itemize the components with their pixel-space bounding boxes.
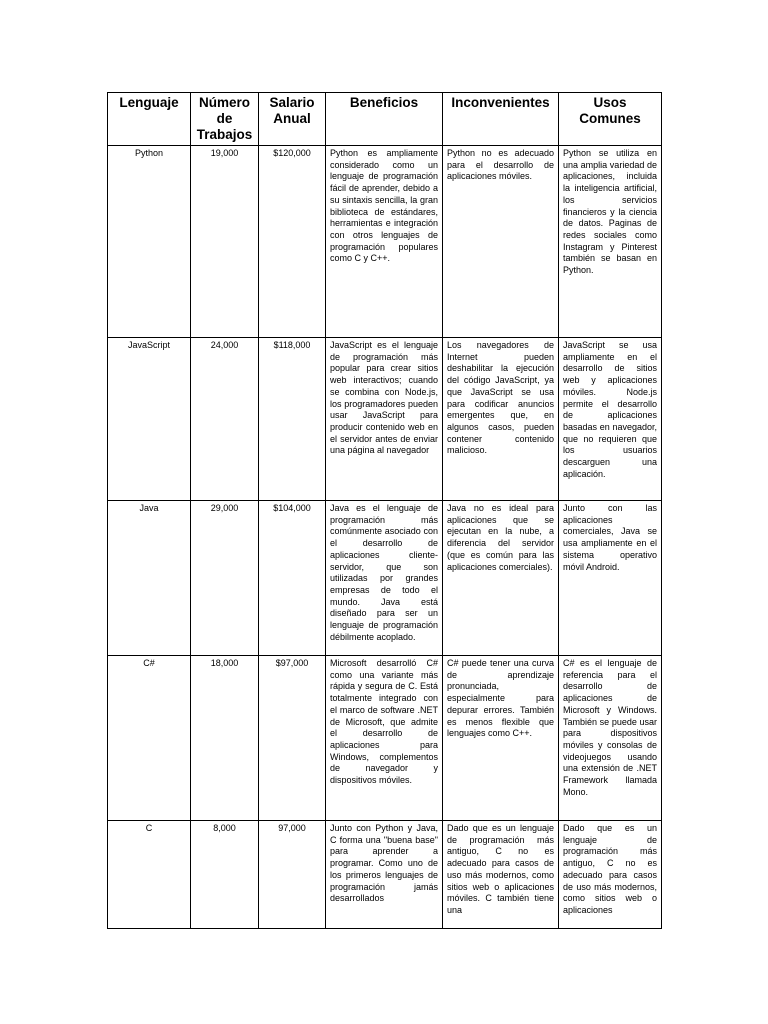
cell-inconvenientes: Dado que es un lenguaje de programación más antiguo, C no es adecuado para casos de uso más modernos, como sitios web o aplicaciones móviles. C también tiene una xyxy=(447,823,554,915)
cell-inconvenientes: C# puede tener una curva de aprendizaje pronunciada, especialmente para depurar errores. También es menos flexible que lenguajes como C++. xyxy=(443,656,559,821)
header-beneficios: Beneficios xyxy=(326,93,443,146)
cell-lenguaje: JavaScript xyxy=(108,338,191,501)
cell-salario: $120,000 xyxy=(259,146,326,338)
cell-inconvenientes: Los navegadores de Internet pueden deshabilitar la ejecución del código JavaScript, ya que JavaScript se usa para codificar anuncios emergentes que, en algunos casos, pueden contener contenido malicioso. xyxy=(443,338,559,501)
cell-usos: JavaScript se usa ampliamente en el desarrollo de sitios web y aplicaciones móviles. Node.js permite el desarrollo de aplicaciones basadas en navegador, que no requieren que los usuarios descarguen una aplicación. xyxy=(559,338,662,501)
cell-trabajos: 8,000 xyxy=(191,821,259,929)
cell-salario: $118,000 xyxy=(259,338,326,501)
table-row xyxy=(108,146,662,338)
cell-inconvenientes-wrap xyxy=(443,821,559,929)
cell-usos-wrap xyxy=(559,821,662,929)
cell-beneficios: Python es ampliamente considerado como un lenguaje de programación fácil de aprender, debido a su sintaxis sencilla, la gran biblioteca de estándares, herramientas e integración con otros lenguajes de programación populares como C y C++. xyxy=(326,146,443,338)
cell-trabajos: 19,000 xyxy=(191,146,259,338)
cell-beneficios: Microsoft desarrolló C# como una variante más rápida y segura de C. Está totalmente integrado con el marco de software .NET de Microsoft, que admite el desarrollo de aplicaciones para Windows, complementos de navegador y dispositivos móviles. xyxy=(326,656,443,821)
cell-beneficios: JavaScript es el lenguaje de programación más popular para crear sitios web interactivos; cuando se combina con Node.js, los programadores pueden usar JavaScript para producir contenido web en el servidor antes de enviar una página al navegador xyxy=(326,338,443,501)
cell-trabajos: 29,000 xyxy=(191,501,259,656)
cell-beneficios: Java es el lenguaje de programación más comúnmente asociado con el desarrollo de aplicaciones cliente-servidor, que son utilizadas por grandes empresas de todo el mundo. Java está diseñado para ser un lenguaje de programación débilmente acoplado. xyxy=(326,501,443,656)
cell-lenguaje: Java xyxy=(108,501,191,656)
cell-lenguaje: C# xyxy=(108,656,191,821)
cell-inconvenientes: Python no es adecuado para el desarrollo de aplicaciones móviles. xyxy=(443,146,559,338)
cell-lenguaje: Python xyxy=(108,146,191,338)
header-numero-trabajos: Número de Trabajos xyxy=(191,93,259,146)
cell-usos: Junto con las aplicaciones comerciales, Java se usa ampliamente en el sistema operativo móvil Android. xyxy=(559,501,662,656)
table-row xyxy=(108,501,662,656)
cell-lenguaje: C xyxy=(108,821,191,929)
table-header-row xyxy=(108,93,662,146)
cell-beneficios-wrap xyxy=(326,821,443,929)
cell-usos: C# es el lenguaje de referencia para el desarrollo de aplicaciones de Microsoft y Windows. También se puede usar para dispositivos móviles y consolas de videojuegos usando una extensión de .NET Framework llamada Mono. xyxy=(559,656,662,821)
cell-trabajos: 24,000 xyxy=(191,338,259,501)
cell-usos: Dado que es un lenguaje de programación más antiguo, C no es adecuado para casos de uso más modernos, como sitios web o aplicaciones xyxy=(563,823,657,915)
header-inconvenientes: Inconvenientes xyxy=(443,93,559,146)
header-usos-comunes: Usos Comunes xyxy=(559,93,662,146)
languages-table xyxy=(107,92,662,929)
cell-beneficios: Junto con Python y Java, C forma una "buena base" para aprender a programar. Como uno de los primeros lenguajes de programación jamás desarrollados xyxy=(330,823,438,904)
cell-salario: 97,000 xyxy=(259,821,326,929)
table-row xyxy=(108,656,662,821)
table-row xyxy=(108,821,662,929)
cell-salario: $97,000 xyxy=(259,656,326,821)
cell-salario: $104,000 xyxy=(259,501,326,656)
header-lenguaje: Lenguaje xyxy=(108,93,191,146)
cell-usos: Python se utiliza en una amplia variedad de aplicaciones, incluida la inteligencia artificial, los servicios financieros y la ciencia de datos. Paginas de redes sociales como Instagram y Pinterest también se basan en Python. xyxy=(559,146,662,338)
cell-inconvenientes: Java no es ideal para aplicaciones que se ejecutan en la nube, a diferencia del servidor (que es común para las aplicaciones comerciales). xyxy=(443,501,559,656)
cell-trabajos: 18,000 xyxy=(191,656,259,821)
table-row xyxy=(108,338,662,501)
header-salario-anual: Salario Anual xyxy=(259,93,326,146)
